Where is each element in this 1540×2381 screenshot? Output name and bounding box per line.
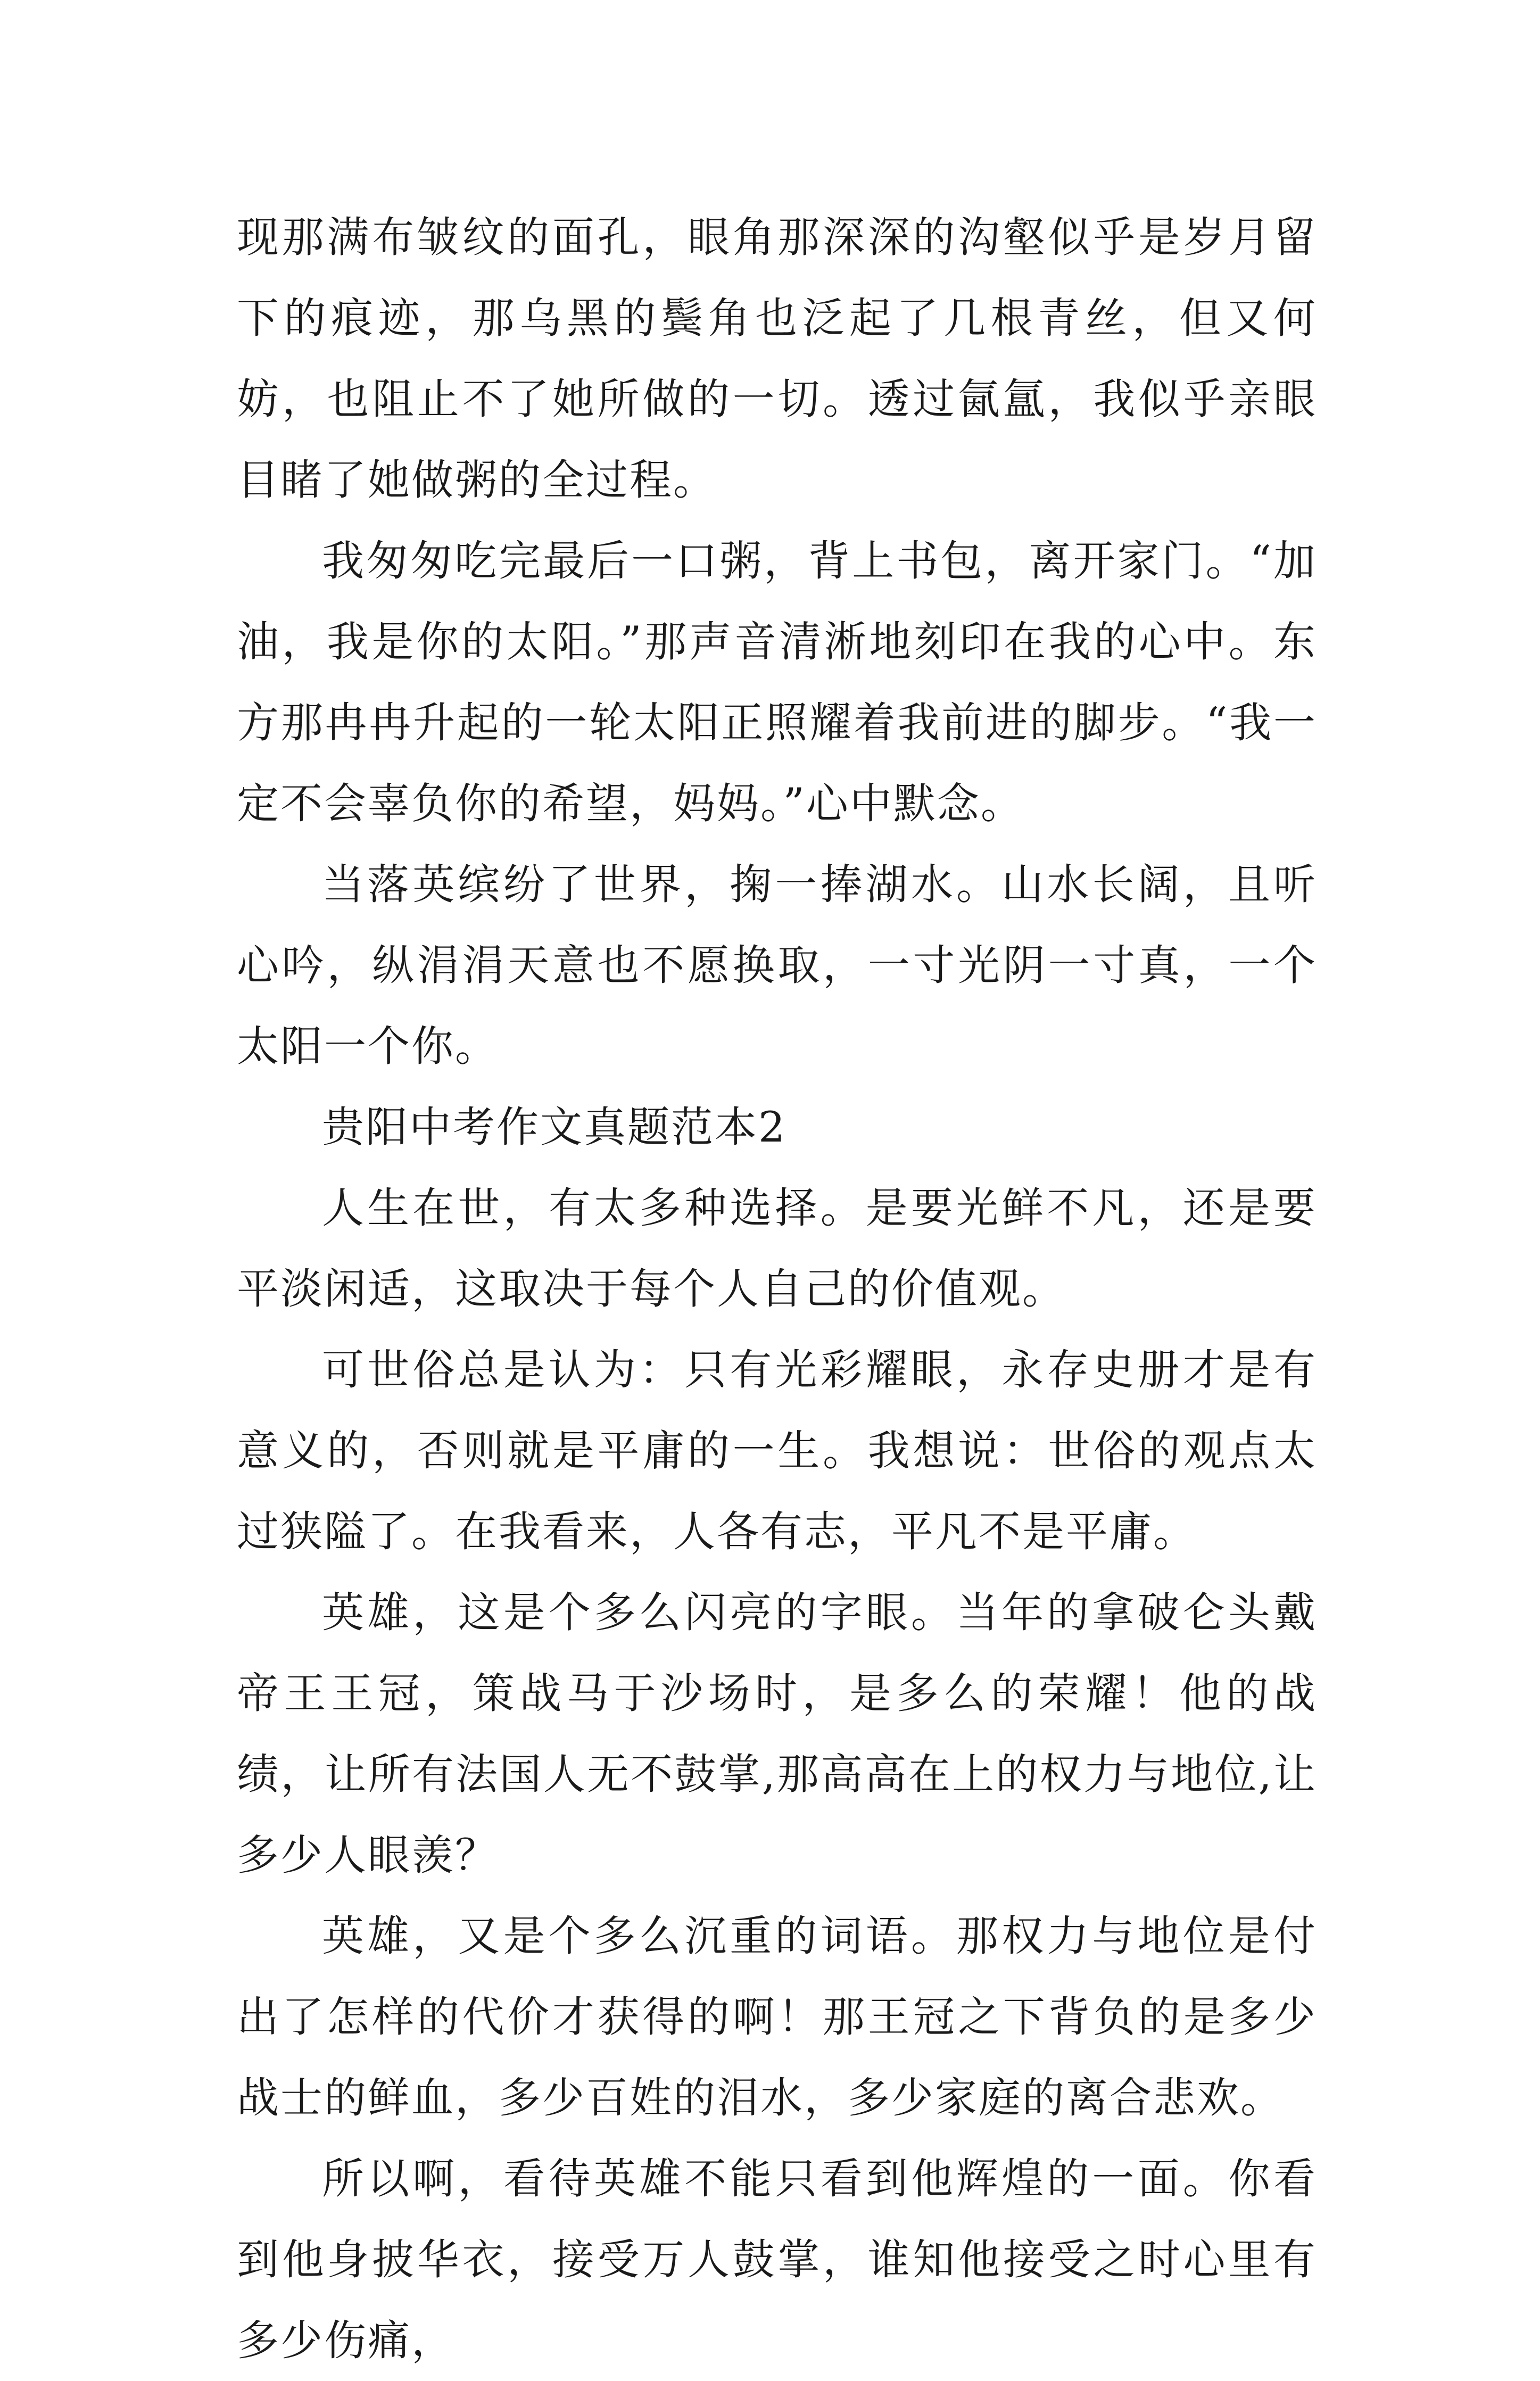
- paragraph: 英雄，这是个多么闪亮的字眼。当年的拿破仑头戴帝王王冠，策战马于沙场时，是多么的荣耀！他的战绩，让所有法国人无不鼓掌,那高高在上的权力与地位,让多少人眼羡？: [237, 1588, 1317, 1880]
- paragraph: 人生在世，有太多种选择。是要光鲜不凡，还是要平淡闲适，这取决于每个人自己的价值观。: [237, 1184, 1317, 1313]
- paragraph: 当落英缤纷了世界，掬一捧湖水。山水长阔，且听心吟，纵涓涓天意也不愿换取，一寸光阴一寸真，一个太阳一个你。: [237, 860, 1317, 1071]
- paragraph: 所以啊，看待英雄不能只看到他辉煌的一面。你看到他身披华衣，接受万人鼓掌，谁知他接受之时心里有多少伤痛，: [237, 2154, 1317, 2365]
- paragraph: 英雄，又是个多么沉重的词语。那权力与地位是付出了怎样的代价才获得的啊！那王冠之下背负的是多少战士的鲜血，多少百姓的泪水，多少家庭的离合悲欢。: [237, 1912, 1317, 2122]
- paragraph: 我匆匆吃完最后一口粥，背上书包，离开家门。“加油，我是你的太阳。”那声音清淅地刻印在我的心中。东方那冉冉升起的一轮太阳正照耀着我前进的脚步。“我一定不会辜负你的希望，妈妈。”心中默念。: [237, 536, 1317, 828]
- document-body: [237, 197, 1317, 2381]
- paragraph-continued: 现那满布皱纹的面孔，眼角那深深的沟壑似乎是岁月留下的痕迹，那乌黑的鬓角也泛起了几根青丝，但又何妨，也阻止不了她所做的一切。透过氤氲，我似乎亲眼目睹了她做粥的全过程。: [237, 213, 1317, 505]
- section-heading: 贵阳中考作文真题范本2: [322, 1103, 787, 1152]
- paragraph: 可世俗总是认为：只有光彩耀眼，永存史册才是有意义的，否则就是平庸的一生。我想说：世俗的观点太过狭隘了。在我看来，人各有志，平凡不是平庸。: [237, 1345, 1317, 1556]
